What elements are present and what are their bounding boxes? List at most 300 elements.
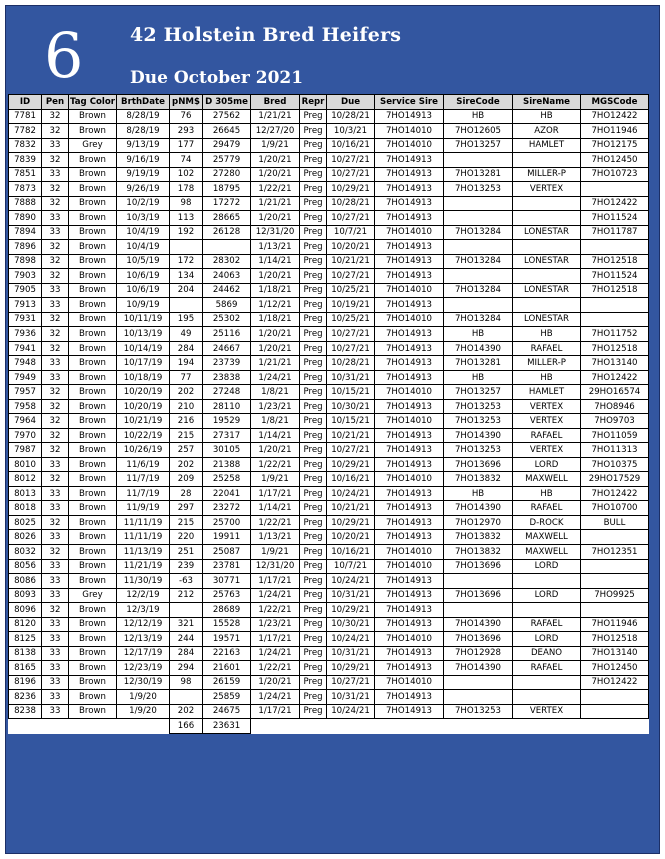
table-cell: 8236 <box>9 690 42 705</box>
table-cell: 7HO14913 <box>375 515 444 530</box>
table-cell: 11/13/19 <box>117 544 170 559</box>
table-row <box>9 617 649 632</box>
table-cell: 7HO13281 <box>444 167 513 182</box>
table-cell: 1/20/21 <box>251 269 300 284</box>
table-cell: Preg <box>300 515 327 530</box>
table-cell: 29HO17529 <box>581 472 649 487</box>
table-cell: 7HO14913 <box>375 341 444 356</box>
table-cell <box>513 211 581 226</box>
table-cell: 32 <box>42 254 69 269</box>
table-cell: Brown <box>69 341 117 356</box>
table-row <box>9 153 649 168</box>
table-cell: 1/22/21 <box>251 515 300 530</box>
table-row <box>9 167 649 182</box>
table-row <box>9 632 649 647</box>
table-cell: 7HO11752 <box>581 327 649 342</box>
table-cell: Preg <box>300 675 327 690</box>
table-cell <box>581 298 649 313</box>
table-cell: 9/16/19 <box>117 153 170 168</box>
table-cell: RAFAEL <box>513 661 581 676</box>
table-cell: 8056 <box>9 559 42 574</box>
table-cell: 8138 <box>9 646 42 661</box>
table-row <box>9 356 649 371</box>
table-cell: Preg <box>300 167 327 182</box>
table-cell: 1/17/21 <box>251 632 300 647</box>
table-cell: 10/27/21 <box>327 443 375 458</box>
table-cell: 32 <box>42 443 69 458</box>
table-cell: 9/19/19 <box>117 167 170 182</box>
table-cell: 10/15/21 <box>327 385 375 400</box>
table-cell: 1/23/21 <box>251 617 300 632</box>
table-cell: 7HO14913 <box>375 443 444 458</box>
table-cell: HB <box>513 486 581 501</box>
table-cell: 7913 <box>9 298 42 313</box>
column-header: ID <box>9 95 42 110</box>
table-cell: 1/21/21 <box>251 196 300 211</box>
table-cell: 33 <box>42 559 69 574</box>
table-cell: 10/27/21 <box>327 167 375 182</box>
table-cell: 10/21/21 <box>327 501 375 516</box>
table-cell: 77 <box>170 370 203 385</box>
table-cell: 1/9/21 <box>251 138 300 153</box>
table-cell: MAXWELL <box>513 544 581 559</box>
table-cell: 1/22/21 <box>251 661 300 676</box>
table-cell: 7HO12450 <box>581 153 649 168</box>
table-cell: 7888 <box>9 196 42 211</box>
table-cell: 10/20/21 <box>327 240 375 255</box>
empty-cell <box>375 719 444 734</box>
table-cell: Preg <box>300 574 327 589</box>
table-cell <box>513 240 581 255</box>
table-cell: 212 <box>170 588 203 603</box>
table-row <box>9 704 649 719</box>
table-cell: 7HO14010 <box>375 283 444 298</box>
column-header: SireCode <box>444 95 513 110</box>
table-cell: Brown <box>69 225 117 240</box>
table-cell: 1/24/21 <box>251 588 300 603</box>
table-cell: 1/18/21 <box>251 283 300 298</box>
table-cell: RAFAEL <box>513 501 581 516</box>
table-cell <box>444 603 513 618</box>
table-cell: 7HO12422 <box>581 196 649 211</box>
table-cell: 1/14/21 <box>251 254 300 269</box>
table-cell: 7HO13253 <box>444 704 513 719</box>
table-cell: 1/18/21 <box>251 312 300 327</box>
table-cell: 27248 <box>203 385 251 400</box>
table-row <box>9 109 649 124</box>
table-cell: Brown <box>69 704 117 719</box>
table-row <box>9 269 649 284</box>
table-cell: 195 <box>170 312 203 327</box>
table-cell: 26128 <box>203 225 251 240</box>
table-cell: 7HO14390 <box>444 617 513 632</box>
table-cell: Preg <box>300 298 327 313</box>
table-cell: 10/27/21 <box>327 675 375 690</box>
table-cell: Preg <box>300 414 327 429</box>
table-cell: Brown <box>69 211 117 226</box>
table-cell: 7HO11946 <box>581 617 649 632</box>
table-cell: 32 <box>42 153 69 168</box>
table-cell: Brown <box>69 385 117 400</box>
column-header: MGSCode <box>581 95 649 110</box>
table-cell: 8012 <box>9 472 42 487</box>
table-cell: 1/24/21 <box>251 370 300 385</box>
table-cell: 7HO13832 <box>444 472 513 487</box>
table-row <box>9 225 649 240</box>
table-cell: 12/27/20 <box>251 124 300 139</box>
table-cell: Preg <box>300 501 327 516</box>
table-cell: 24667 <box>203 341 251 356</box>
table-cell: 10/6/19 <box>117 269 170 284</box>
table-cell: 7HO14010 <box>375 675 444 690</box>
column-header: Bred <box>251 95 300 110</box>
column-header: D 305me <box>203 95 251 110</box>
table-cell: 11/7/19 <box>117 472 170 487</box>
table-cell: 194 <box>170 356 203 371</box>
table-cell: 7HO14390 <box>444 341 513 356</box>
table-cell: Preg <box>300 603 327 618</box>
table-cell: AZOR <box>513 124 581 139</box>
table-cell: 7HO14913 <box>375 211 444 226</box>
table-cell: 10/20/21 <box>327 530 375 545</box>
table-cell: 7HO14913 <box>375 298 444 313</box>
table-cell: 11/11/19 <box>117 530 170 545</box>
table-cell: 98 <box>170 675 203 690</box>
table-cell: 7HO14913 <box>375 646 444 661</box>
table-cell: Brown <box>69 690 117 705</box>
table-row <box>9 675 649 690</box>
table-cell: 33 <box>42 283 69 298</box>
table-cell: MAXWELL <box>513 530 581 545</box>
table-cell: 10/29/21 <box>327 515 375 530</box>
table-cell: 1/20/21 <box>251 167 300 182</box>
table-cell: 1/20/21 <box>251 443 300 458</box>
table-cell: 239 <box>170 559 203 574</box>
table-cell: 1/9/20 <box>117 690 170 705</box>
table-cell: 21601 <box>203 661 251 676</box>
table-cell: 1/20/21 <box>251 341 300 356</box>
table-cell: 8120 <box>9 617 42 632</box>
table-cell: Brown <box>69 544 117 559</box>
table-cell <box>444 675 513 690</box>
column-header: BrthDate <box>117 95 170 110</box>
table-cell: 19911 <box>203 530 251 545</box>
table-cell: 7HO12175 <box>581 138 649 153</box>
table-cell: Preg <box>300 530 327 545</box>
table-cell: 7HO14913 <box>375 704 444 719</box>
table-cell: 1/8/21 <box>251 385 300 400</box>
table-cell: 30771 <box>203 574 251 589</box>
table-cell: 113 <box>170 211 203 226</box>
table-cell: 7936 <box>9 327 42 342</box>
table-cell: 7HO13832 <box>444 544 513 559</box>
table-cell <box>444 690 513 705</box>
table-cell: 10/30/21 <box>327 399 375 414</box>
table-cell: 1/20/21 <box>251 211 300 226</box>
table-cell: 7HO11946 <box>581 124 649 139</box>
table-cell: HB <box>513 370 581 385</box>
table-cell: 12/23/19 <box>117 661 170 676</box>
pnm-average: 166 <box>170 719 203 734</box>
table-row <box>9 240 649 255</box>
table-cell <box>444 196 513 211</box>
table-cell: 28110 <box>203 399 251 414</box>
table-cell: 293 <box>170 124 203 139</box>
table-cell: 8125 <box>9 632 42 647</box>
table-cell: 7HO13284 <box>444 312 513 327</box>
table-cell: HB <box>513 109 581 124</box>
table-cell: 32 <box>42 109 69 124</box>
table-cell: Preg <box>300 109 327 124</box>
table-cell: 10/13/19 <box>117 327 170 342</box>
table-cell: Brown <box>69 486 117 501</box>
table-cell: 8018 <box>9 501 42 516</box>
table-cell: Brown <box>69 559 117 574</box>
table-cell: HB <box>444 486 513 501</box>
table-cell: 11/9/19 <box>117 501 170 516</box>
empty-cell <box>300 719 327 734</box>
table-cell: 17272 <box>203 196 251 211</box>
table-cell: 25302 <box>203 312 251 327</box>
table-cell: Preg <box>300 356 327 371</box>
table-cell: 10/17/19 <box>117 356 170 371</box>
table-cell: Preg <box>300 443 327 458</box>
table-row <box>9 530 649 545</box>
table-cell: 7HO12605 <box>444 124 513 139</box>
table-cell: 7948 <box>9 356 42 371</box>
table-cell: 18795 <box>203 182 251 197</box>
table-cell: 25700 <box>203 515 251 530</box>
table-cell: LORD <box>513 632 581 647</box>
table-cell: Preg <box>300 486 327 501</box>
table-row <box>9 574 649 589</box>
table-cell <box>513 269 581 284</box>
table-cell <box>444 298 513 313</box>
table-cell: 7905 <box>9 283 42 298</box>
table-cell: 10/24/21 <box>327 574 375 589</box>
empty-cell <box>117 719 170 734</box>
table-cell: 1/17/21 <box>251 574 300 589</box>
table-cell: 32 <box>42 603 69 618</box>
table-cell: 10/26/19 <box>117 443 170 458</box>
table-row <box>9 544 649 559</box>
table-cell: 7958 <box>9 399 42 414</box>
table-cell: 32 <box>42 399 69 414</box>
table-cell: 27280 <box>203 167 251 182</box>
table-cell: LORD <box>513 559 581 574</box>
table-cell: Brown <box>69 312 117 327</box>
table-cell: 7HO14913 <box>375 109 444 124</box>
table-cell: 7890 <box>9 211 42 226</box>
table-cell: 284 <box>170 646 203 661</box>
table-cell: Preg <box>300 559 327 574</box>
table-cell: 1/20/21 <box>251 327 300 342</box>
table-cell: HB <box>444 109 513 124</box>
table-cell: 32 <box>42 515 69 530</box>
table-cell: MILLER-P <box>513 167 581 182</box>
table-cell: 7HO14913 <box>375 603 444 618</box>
table-cell: 23838 <box>203 370 251 385</box>
table-cell: 10/16/21 <box>327 472 375 487</box>
table-cell: 7HO11787 <box>581 225 649 240</box>
table-cell: 8025 <box>9 515 42 530</box>
table-cell: 12/31/20 <box>251 559 300 574</box>
table-cell: 7781 <box>9 109 42 124</box>
table-cell: 1/9/21 <box>251 544 300 559</box>
table-cell: 7HO14010 <box>375 414 444 429</box>
table-cell: 7HO14913 <box>375 501 444 516</box>
table-cell: 33 <box>42 225 69 240</box>
table-cell: Brown <box>69 109 117 124</box>
table-cell: 10/2/19 <box>117 196 170 211</box>
table-cell: Preg <box>300 312 327 327</box>
table-cell: VERTEX <box>513 704 581 719</box>
table-cell: Brown <box>69 515 117 530</box>
table-cell: Brown <box>69 196 117 211</box>
table-cell: 25087 <box>203 544 251 559</box>
table-cell: 10/29/21 <box>327 603 375 618</box>
table-cell: 10/24/21 <box>327 632 375 647</box>
table-cell: 27317 <box>203 428 251 443</box>
table-cell: 1/23/21 <box>251 399 300 414</box>
table-cell: 7851 <box>9 167 42 182</box>
table-cell: 7HO14913 <box>375 574 444 589</box>
table-cell: 33 <box>42 211 69 226</box>
table-cell: 7HO14913 <box>375 588 444 603</box>
table-cell <box>581 240 649 255</box>
table-cell <box>444 240 513 255</box>
table-row <box>9 603 649 618</box>
table-cell: 28302 <box>203 254 251 269</box>
table-row <box>9 283 649 298</box>
table-cell: 32 <box>42 472 69 487</box>
table-cell: 1/14/21 <box>251 501 300 516</box>
table-cell: LORD <box>513 588 581 603</box>
table-cell: 209 <box>170 472 203 487</box>
table-cell: 8096 <box>9 603 42 618</box>
table-cell: Brown <box>69 632 117 647</box>
table-row <box>9 515 649 530</box>
table-cell: Preg <box>300 283 327 298</box>
table-cell <box>170 298 203 313</box>
table-cell: Brown <box>69 283 117 298</box>
table-cell: RAFAEL <box>513 341 581 356</box>
table-cell: 1/14/21 <box>251 428 300 443</box>
table-cell: Brown <box>69 298 117 313</box>
table-cell: 10/28/21 <box>327 356 375 371</box>
table-row <box>9 646 649 661</box>
table-cell: 33 <box>42 457 69 472</box>
table-cell: 74 <box>170 153 203 168</box>
table-cell <box>513 153 581 168</box>
table-cell: 8010 <box>9 457 42 472</box>
table-cell: 10/27/21 <box>327 269 375 284</box>
table-cell: Grey <box>69 138 117 153</box>
table-cell: 10/9/19 <box>117 298 170 313</box>
table-cell: 33 <box>42 298 69 313</box>
table-cell: 10/25/21 <box>327 283 375 298</box>
empty-cell <box>9 719 42 734</box>
table-cell: 10/27/21 <box>327 327 375 342</box>
table-cell: 25859 <box>203 690 251 705</box>
table-cell: 294 <box>170 661 203 676</box>
table-cell: 10/31/21 <box>327 646 375 661</box>
table-cell: Brown <box>69 457 117 472</box>
table-cell: 7HO14913 <box>375 240 444 255</box>
column-header: Pen <box>42 95 69 110</box>
table-cell: 33 <box>42 617 69 632</box>
table-cell: 7HO14010 <box>375 225 444 240</box>
table-cell: 7964 <box>9 414 42 429</box>
table-cell: 29479 <box>203 138 251 153</box>
table-cell: 1/13/21 <box>251 240 300 255</box>
table-cell: 23739 <box>203 356 251 371</box>
table-cell: Preg <box>300 588 327 603</box>
column-header: Service Sire <box>375 95 444 110</box>
table-cell: 1/8/21 <box>251 414 300 429</box>
table-cell: 7HO13257 <box>444 385 513 400</box>
table-cell: 32 <box>42 327 69 342</box>
table-cell: 10/20/19 <box>117 385 170 400</box>
table-cell: 11/6/19 <box>117 457 170 472</box>
table-cell: 33 <box>42 675 69 690</box>
table-cell: Preg <box>300 240 327 255</box>
table-cell: DEANO <box>513 646 581 661</box>
table-cell: Brown <box>69 472 117 487</box>
table-cell: 7HO14913 <box>375 428 444 443</box>
table-cell: Brown <box>69 182 117 197</box>
table-cell: 9/26/19 <box>117 182 170 197</box>
table-cell: Preg <box>300 428 327 443</box>
table-cell: 7HO13140 <box>581 646 649 661</box>
table-cell <box>513 690 581 705</box>
table-cell: Preg <box>300 457 327 472</box>
table-cell <box>444 153 513 168</box>
table-cell: 7941 <box>9 341 42 356</box>
table-cell: 10/22/19 <box>117 428 170 443</box>
table-cell: Preg <box>300 196 327 211</box>
table-cell: 21388 <box>203 457 251 472</box>
table-cell: 7HO12928 <box>444 646 513 661</box>
empty-cell <box>42 719 69 734</box>
table-cell: 10/27/21 <box>327 341 375 356</box>
table-cell: 33 <box>42 588 69 603</box>
table-cell: 23272 <box>203 501 251 516</box>
table-cell: Preg <box>300 399 327 414</box>
table-cell: 12/12/19 <box>117 617 170 632</box>
table-cell: 32 <box>42 182 69 197</box>
table-cell: LORD <box>513 457 581 472</box>
table-cell: 98 <box>170 196 203 211</box>
table-cell: VERTEX <box>513 399 581 414</box>
table-cell: 251 <box>170 544 203 559</box>
table-row <box>9 661 649 676</box>
table-row <box>9 486 649 501</box>
table-cell: 7903 <box>9 269 42 284</box>
table-row <box>9 254 649 269</box>
table-cell: Brown <box>69 574 117 589</box>
table-cell: 1/17/21 <box>251 704 300 719</box>
table-cell: 26645 <box>203 124 251 139</box>
table-cell: 7HO14010 <box>375 312 444 327</box>
table-cell: Preg <box>300 153 327 168</box>
table-cell: 102 <box>170 167 203 182</box>
table-cell: 257 <box>170 443 203 458</box>
table-cell: 8032 <box>9 544 42 559</box>
page-title: 42 Holstein Bred Heifers <box>130 24 402 46</box>
table-cell: 32 <box>42 124 69 139</box>
table-cell: 7HO14913 <box>375 182 444 197</box>
